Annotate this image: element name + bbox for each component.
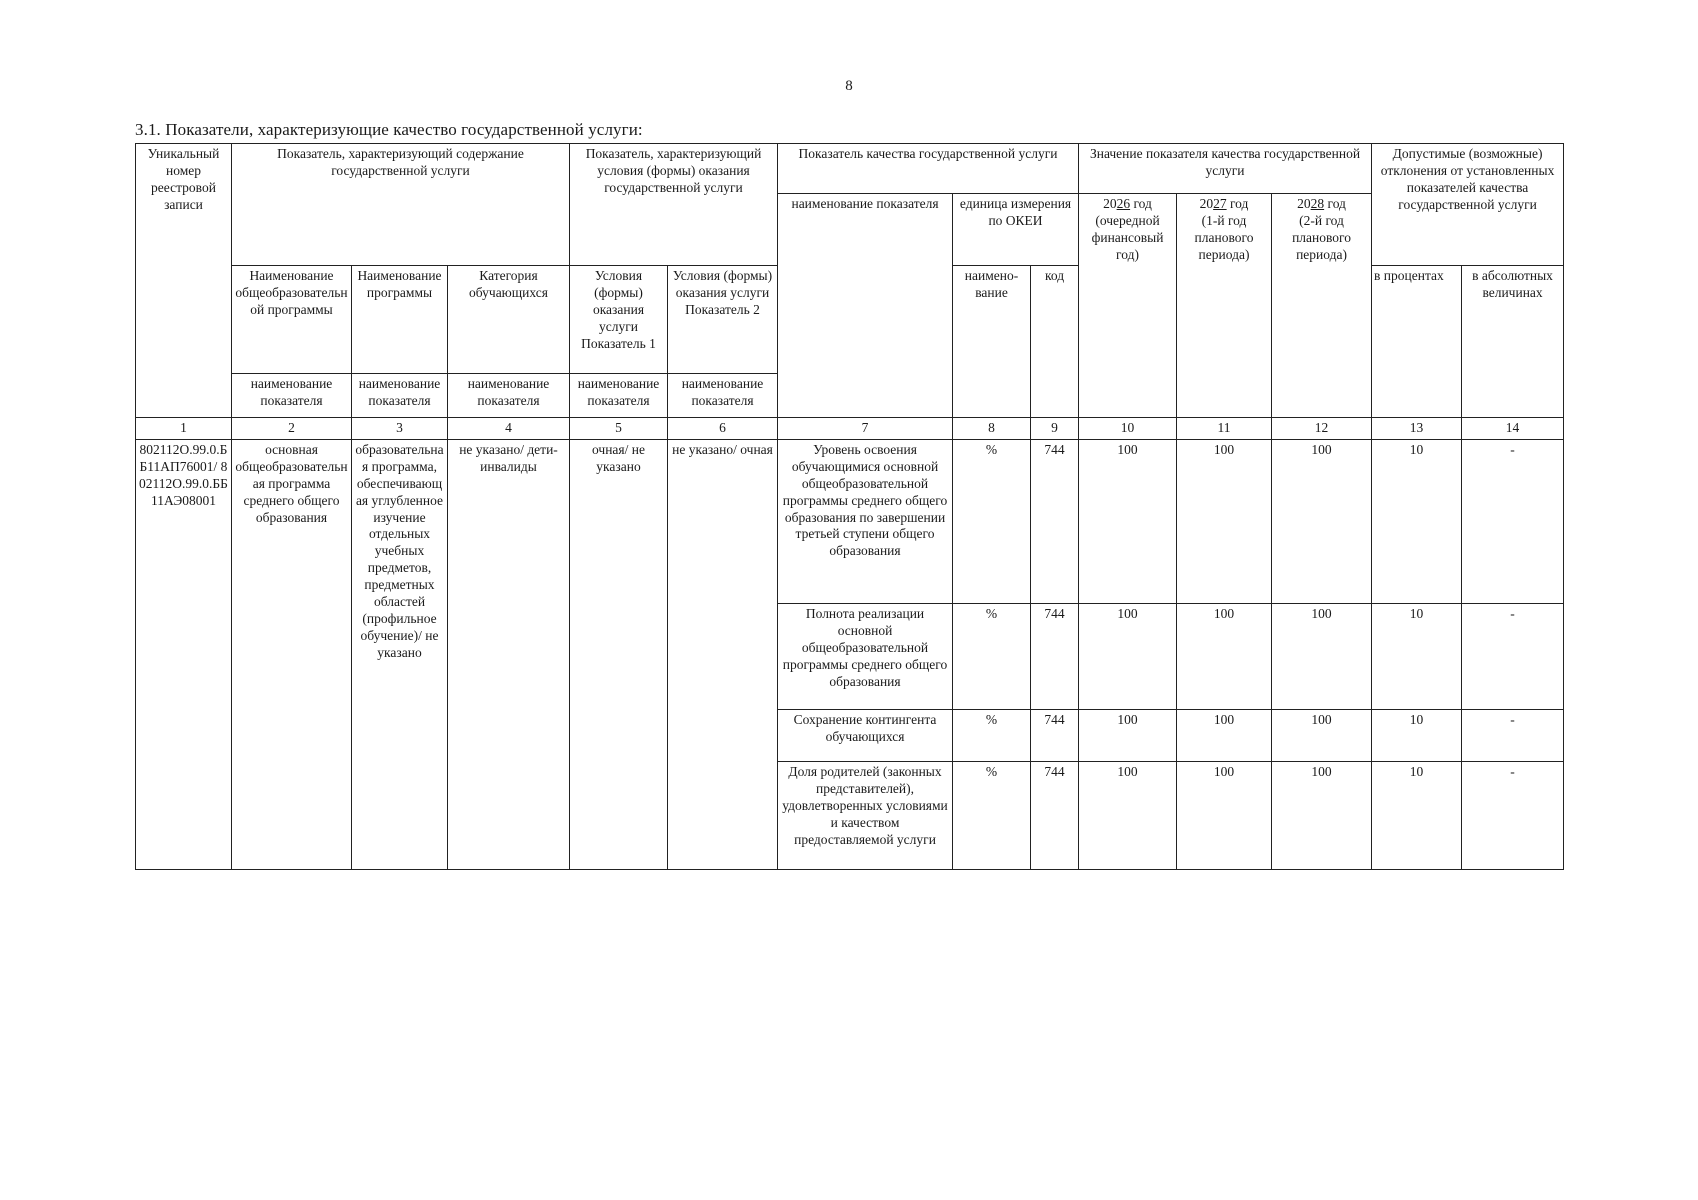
indicator-deviation-percent: 10 (1372, 762, 1462, 870)
col-number: 14 (1462, 418, 1564, 440)
indicator-value-1: 100 (1079, 440, 1177, 604)
header-year-1: 2026 год (очередной финансовый год) (1079, 194, 1177, 418)
indicator-deviation-absolute: - (1462, 762, 1564, 870)
col-number: 9 (1031, 418, 1079, 440)
record-program: основная общеобразовательная программа среднего общего образования (232, 440, 352, 870)
page-number: 8 (845, 78, 853, 94)
indicator-code: 744 (1031, 604, 1079, 710)
subheader-indicator-name-2: наименование показателя (232, 374, 352, 418)
indicator-value-1: 100 (1079, 604, 1177, 710)
subheader-indicator-name-5: наименование показателя (570, 374, 668, 418)
header-in-absolute: в абсолютных величинах (1462, 266, 1564, 418)
table-row (136, 440, 1564, 604)
header-year-3: 2028 год (2-й год планового периода) (1272, 194, 1372, 418)
header-deviation-group: Допустимые (возможные) отклонения от установленных показателей качества государственной услуги (1372, 144, 1564, 266)
indicator-name: Доля родителей (законных представителей), удовлетворенных условиями и качеством предоставляемой услуги (778, 762, 953, 870)
column-numbers-row (136, 418, 1564, 440)
col-number: 7 (778, 418, 953, 440)
indicator-code: 744 (1031, 710, 1079, 762)
indicator-unit: % (953, 440, 1031, 604)
col-number: 11 (1177, 418, 1272, 440)
header-indicator-name: наименование показателя (778, 194, 953, 418)
header-condition-1: Условия (формы) оказания услуги Показатель 1 (570, 266, 668, 374)
record-category: не указано/ дети-инвалиды (448, 440, 570, 870)
header-value-group: Значение показателя качества государственной услуги (1079, 144, 1372, 194)
record-condition-2: не указано/ очная (668, 440, 778, 870)
indicator-value-3: 100 (1272, 604, 1372, 710)
indicator-name: Уровень освоения обучающимися основной общеобразовательной программы среднего общего образования по завершении третьей ступени общего образования (778, 440, 953, 604)
header-unit-okei: единица измерения по ОКЕИ (953, 194, 1079, 266)
subheader-indicator-name-4: наименование показателя (448, 374, 570, 418)
indicator-value-2: 100 (1177, 762, 1272, 870)
header-unique-number: Уникальный номер реестровой записи (136, 144, 232, 418)
indicator-code: 744 (1031, 440, 1079, 604)
header-condition-2: Условия (формы) оказания услуги Показатель 2 (668, 266, 778, 374)
header-year-2: 2027 год (1-й год планового периода) (1177, 194, 1272, 418)
indicator-deviation-percent: 10 (1372, 440, 1462, 604)
header-program-name: Наименование общеобразовательной программы (232, 266, 352, 374)
header-student-category: Категория обучающихся (448, 266, 570, 374)
col-number: 10 (1079, 418, 1177, 440)
col-number: 4 (448, 418, 570, 440)
col-number: 3 (352, 418, 448, 440)
header-conditions-group: Показатель, характеризующий условия (формы) оказания государственной услуги (570, 144, 778, 266)
subheader-indicator-name-3: наименование показателя (352, 374, 448, 418)
indicator-unit: % (953, 710, 1031, 762)
indicator-name: Полнота реализации основной общеобразовательной программы среднего общего образования (778, 604, 953, 710)
indicator-name: Сохранение контингента обучающихся (778, 710, 953, 762)
subheader-indicator-name-6: наименование показателя (668, 374, 778, 418)
indicator-value-1: 100 (1079, 762, 1177, 870)
indicator-deviation-absolute: - (1462, 604, 1564, 710)
indicator-value-2: 100 (1177, 440, 1272, 604)
indicator-value-3: 100 (1272, 710, 1372, 762)
indicator-deviation-absolute: - (1462, 710, 1564, 762)
indicator-value-3: 100 (1272, 762, 1372, 870)
header-unit-name: наимено-вание (953, 266, 1031, 418)
indicator-unit: % (953, 762, 1031, 870)
col-number: 2 (232, 418, 352, 440)
indicator-code: 744 (1031, 762, 1079, 870)
col-number: 8 (953, 418, 1031, 440)
indicator-unit: % (953, 604, 1031, 710)
indicator-deviation-percent: 10 (1372, 710, 1462, 762)
col-number: 6 (668, 418, 778, 440)
header-unit-code: код (1031, 266, 1079, 418)
indicator-value-2: 100 (1177, 710, 1272, 762)
indicator-deviation-absolute: - (1462, 440, 1564, 604)
record-unique-number: 802112О.99.0.ББ11АП76001/ 802112О.99.0.ББ11АЭ08001 (136, 440, 232, 870)
header-in-percent: в процентах (1372, 266, 1462, 418)
indicator-value-2: 100 (1177, 604, 1272, 710)
header-content-group: Показатель, характеризующий содержание государственной услуги (232, 144, 570, 266)
col-number: 1 (136, 418, 232, 440)
record-program-kind: образовательная программа, обеспечивающая углубленное изучение отдельных учебных предметов, предметных областей (профильное обучение)/ не указано (352, 440, 448, 870)
quality-indicators-table (135, 143, 1564, 870)
indicator-deviation-percent: 10 (1372, 604, 1462, 710)
indicator-value-1: 100 (1079, 710, 1177, 762)
section-title: 3.1. Показатели, характеризующие качество государственной услуги: (135, 120, 643, 139)
record-condition-1: очная/ не указано (570, 440, 668, 870)
col-number: 13 (1372, 418, 1462, 440)
header-quality-group: Показатель качества государственной услуги (778, 144, 1079, 194)
indicator-value-3: 100 (1272, 440, 1372, 604)
header-program-kind: Наименование программы (352, 266, 448, 374)
col-number: 12 (1272, 418, 1372, 440)
col-number: 5 (570, 418, 668, 440)
